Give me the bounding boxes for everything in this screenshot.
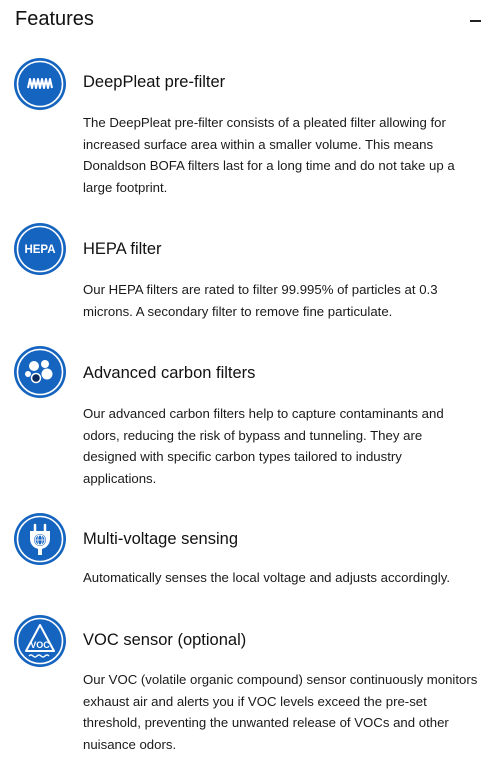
hepa-icon-text: HEPA xyxy=(24,244,56,256)
feature-description: Automatically senses the local voltage and adjusts accordingly. xyxy=(83,570,451,585)
carbon-molecules-icon xyxy=(14,346,66,398)
feature-description: Our HEPA filters are rated to filter 99.995% of particles at 0.3 microns. A secondary filter to remove fine particulate. xyxy=(83,282,438,319)
voc-icon-text: VOC xyxy=(30,640,50,650)
collapse-minus-icon[interactable] xyxy=(467,10,485,30)
feature-title: Advanced carbon filters xyxy=(83,364,256,382)
section-title: Features xyxy=(15,8,94,30)
feature-title: DeepPleat pre-filter xyxy=(83,73,226,91)
feature-title: VOC sensor (optional) xyxy=(83,631,247,649)
feature-description: Our advanced carbon filters help to capture contaminants and odors, reducing the risk of bypass and tunneling. They are designed with specific carbon types tailored to industry applications. xyxy=(83,406,444,486)
feature-description: The DeepPleat pre-filter consists of a pleated filter allowing for increased surface area within a smaller volume. This means Donaldson BOFA filters last for a long time and do not take up a large footprint. xyxy=(83,115,455,195)
hepa-icon xyxy=(14,223,66,275)
feature-title: HEPA filter xyxy=(83,240,162,258)
plug-globe-icon xyxy=(14,513,66,565)
pleated-filter-icon xyxy=(14,58,66,110)
features-header xyxy=(0,0,495,40)
feature-description: Our VOC (volatile organic compound) sensor continuously monitors exhaust air and alerts you if VOC levels exceed the pre-set threshold, preventing the unwanted release of VOCs and other nuisance odors. xyxy=(83,672,478,752)
feature-title: Multi-voltage sensing xyxy=(83,530,238,548)
voc-warning-icon xyxy=(14,615,66,667)
